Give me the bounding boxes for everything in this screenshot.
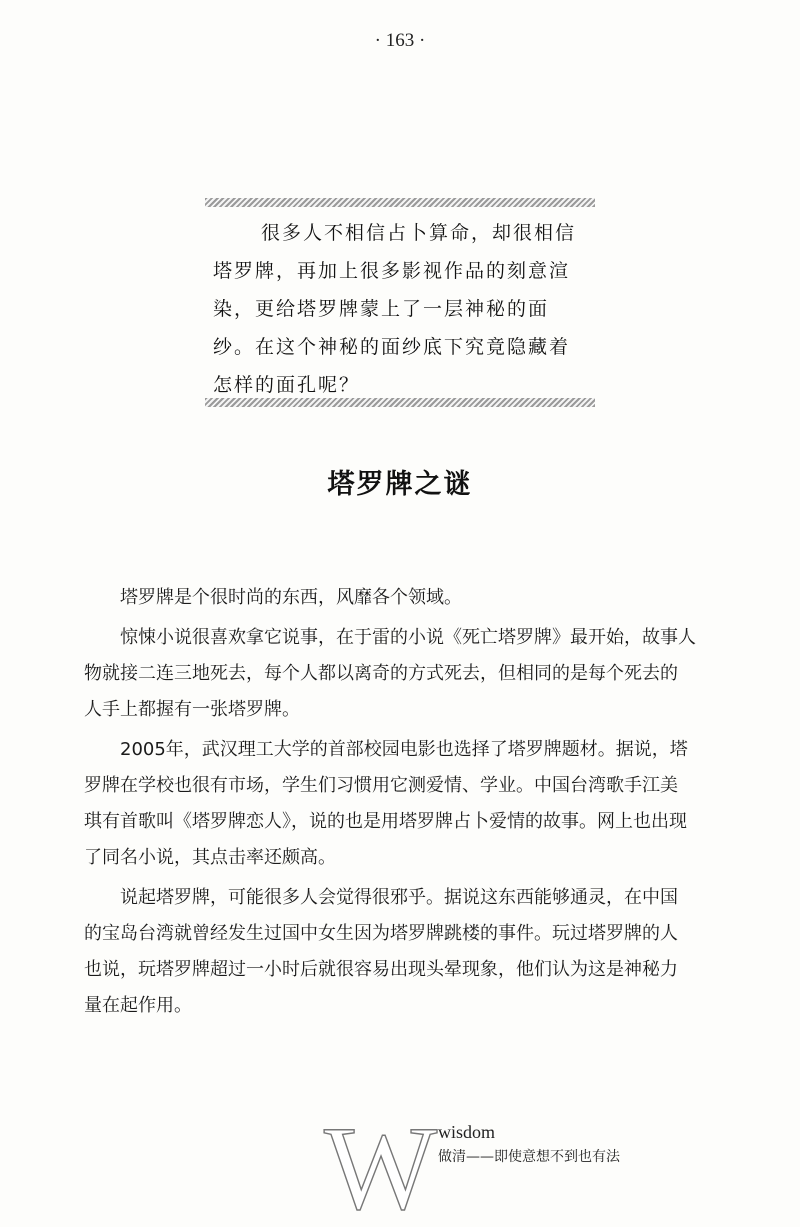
logo-letter: W <box>324 1108 438 1223</box>
paragraph-line: 也说，玩塔罗牌超过一小时后就很容易出现头晕现象，他们认为这是神秘力 <box>84 959 678 980</box>
body-text <box>84 580 744 1028</box>
paragraph-line: 物就接二连三地死去，每个人都以离奇的方式死去，但相同的是每个死去的 <box>84 663 678 684</box>
intro-line: 染，更给塔罗牌蒙上了一层神秘的面 <box>213 298 550 320</box>
paragraph-line: 人手上都握有一张塔罗牌。 <box>84 699 300 720</box>
paragraph <box>84 880 744 1024</box>
paragraph-line: 琪有首歌叫《塔罗牌恋人》，说的也是用塔罗牌占卜爱情的故事。网上也出现 <box>84 811 687 832</box>
wisdom-logo-icon <box>318 1108 458 1223</box>
intro-line: 怎样的面孔呢？ <box>213 374 361 396</box>
intro-text <box>213 214 593 404</box>
intro-box <box>205 198 595 408</box>
paragraph-line: 2005年，武汉理工大学的首部校园电影也选择了塔罗牌题材。据说，塔 <box>120 739 688 760</box>
footer-slogan: 做清——即使意想不到也有法 <box>438 1149 620 1165</box>
page-number: · 163 · <box>374 30 426 51</box>
intro-bottom-border <box>205 398 595 407</box>
paragraph-line: 罗牌在学校也很有市场，学生们习惯用它测爱情、学业。中国台湾歌手江美 <box>84 775 678 796</box>
intro-line: 塔罗牌，再加上很多影视作品的刻意渲 <box>213 260 571 282</box>
paragraph-line: 塔罗牌是个很时尚的东西，风靡各个领域。 <box>120 587 462 608</box>
intro-line: 很多人不相信占卜算命，却很相信 <box>261 222 577 244</box>
paragraph-line: 说起塔罗牌，可能很多人会觉得很邪乎。据说这东西能够通灵，在中国 <box>120 887 678 908</box>
paragraph-line: 的宝岛台湾就曾经发生过国中女生因为塔罗牌跳楼的事件。玩过塔罗牌的人 <box>84 923 678 944</box>
chapter-title: 塔罗牌之谜 <box>327 469 473 500</box>
intro-line: 纱。在这个神秘的面纱底下究竟隐藏着 <box>213 336 571 358</box>
paragraph-line: 惊悚小说很喜欢拿它说事，在于雷的小说《死亡塔罗牌》最开始，故事人 <box>120 627 696 648</box>
footer-word: wisdom <box>438 1122 496 1142</box>
paragraph <box>84 580 744 616</box>
paragraph-line: 量在起作用。 <box>84 995 192 1016</box>
paragraph <box>84 620 744 728</box>
intro-top-border <box>205 198 595 207</box>
paragraph <box>84 732 744 876</box>
paragraph-line: 了同名小说，其点击率还颇高。 <box>84 847 336 868</box>
